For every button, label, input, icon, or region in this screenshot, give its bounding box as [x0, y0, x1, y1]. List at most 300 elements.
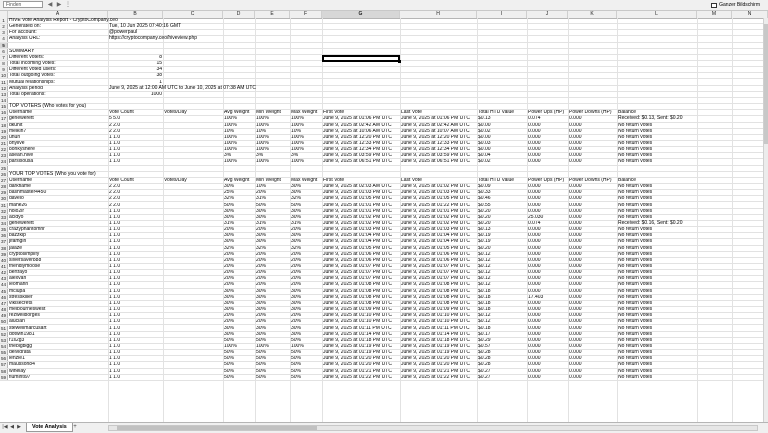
cell[interactable]: $0.20 [478, 214, 491, 220]
cell[interactable]: $0.12 [478, 282, 491, 288]
row-header[interactable]: 59 [0, 374, 7, 380]
cell[interactable]: 20% [256, 264, 267, 269]
row-header[interactable]: 29 [0, 190, 7, 196]
cell[interactable]: 0.000 [569, 294, 582, 300]
cell[interactable]: Received: $0.13, Sent: $0.20 [618, 115, 683, 122]
sheet-tab-vote-analysis[interactable]: Vote Analysis [26, 423, 73, 432]
cell[interactable]: Power Downs (HP) [569, 177, 612, 183]
cell[interactable]: No return votes [618, 288, 653, 294]
row-header[interactable]: 15 [0, 104, 7, 110]
cell[interactable]: 1 1.0 [109, 239, 121, 245]
find-input[interactable]: Finden [3, 1, 43, 8]
cell[interactable]: Power Ups (HP) [528, 110, 565, 116]
cell[interactable]: 100% [224, 141, 237, 146]
cell[interactable]: alucian [9, 319, 25, 325]
cell[interactable]: 0.000 [569, 159, 582, 165]
cell[interactable]: 50% [256, 350, 267, 356]
row-header[interactable]: 26 [0, 171, 7, 177]
cell[interactable]: 0.074 [528, 220, 541, 226]
cell[interactable]: 30% [291, 294, 302, 300]
cell[interactable]: 20% [224, 282, 235, 288]
cell[interactable]: $0.19 [478, 239, 491, 245]
cell[interactable]: 20% [256, 270, 267, 276]
cell[interactable]: No return votes [618, 374, 653, 380]
cell[interactable]: $0.20 [478, 220, 491, 226]
cell[interactable]: June 9, 2025 at 02:42 AM UTC [323, 122, 392, 128]
cell[interactable]: 30% [291, 233, 302, 239]
cell[interactable]: darkflame [9, 184, 31, 190]
cell[interactable]: June 9, 2025 at 12:20 PM UTC [401, 134, 470, 140]
cell[interactable]: 30% [256, 307, 267, 313]
cell[interactable]: 0.000 [528, 331, 541, 337]
cell[interactable]: June 9, 2025 at 01:05 PM UTC [401, 196, 470, 202]
cell[interactable]: 50% [224, 202, 235, 208]
column-header-k[interactable]: K [568, 11, 617, 18]
cell[interactable]: 30% [256, 288, 267, 294]
cell[interactable]: June 9, 2025 at 01:03 PM UTC [401, 227, 470, 233]
cell[interactable]: 0.000 [569, 337, 582, 343]
cell[interactable]: June 9, 2025 at 01:09 PM UTC [323, 307, 392, 313]
cell[interactable]: June 9, 2025 at 01:10 PM UTC [401, 319, 470, 325]
cell[interactable]: 31% [256, 220, 267, 226]
row-header[interactable]: 35 [0, 227, 7, 233]
cell[interactable]: 1 1.0 [109, 362, 121, 368]
cell[interactable]: 100% [224, 116, 237, 122]
next-sheet-icon[interactable]: ▶ [17, 424, 21, 430]
cell[interactable]: 0.000 [569, 282, 582, 288]
cell[interactable]: 1 1.0 [109, 282, 121, 288]
cell[interactable]: June 9, 2025 at 01:19 PM UTC [401, 343, 470, 349]
cell[interactable]: 1 1.0 [109, 153, 121, 159]
cell[interactable]: 30% [256, 214, 267, 220]
cell[interactable]: June 9, 2025 at 01:19 PM UTC [401, 350, 470, 356]
cell[interactable]: $0.13 [478, 227, 491, 233]
column-header-j[interactable]: J [527, 11, 568, 18]
cell[interactable]: $0.12 [478, 270, 491, 276]
column-header-a[interactable]: A [8, 11, 108, 18]
cell[interactable]: June 9, 2025 at 01:06 PM UTC [401, 116, 470, 122]
row-header[interactable]: 45 [0, 288, 7, 294]
cell[interactable]: $0.20 [478, 245, 491, 251]
cell[interactable]: 20% [224, 251, 235, 257]
cell[interactable]: $0.18 [478, 300, 491, 306]
cell[interactable]: No return votes [618, 331, 653, 337]
row-header[interactable]: 58 [0, 368, 7, 374]
row-header[interactable]: 3 [0, 30, 8, 35]
cell[interactable]: 2 2.0 [109, 202, 121, 208]
cell[interactable]: 0.000 [569, 134, 582, 140]
cell[interactable]: $0.02 [478, 128, 491, 134]
cell[interactable]: 20% [256, 319, 267, 325]
cell[interactable]: 30% [291, 300, 302, 306]
cell[interactable]: June 9, 2025 at 01:08 PM UTC [401, 282, 470, 288]
cell[interactable]: 0.000 [569, 116, 582, 122]
selected-cell[interactable] [322, 55, 400, 62]
cell[interactable]: 30% [224, 331, 235, 337]
cell[interactable]: 0.000 [528, 288, 541, 294]
cell[interactable]: 0.000 [569, 239, 582, 245]
row-header[interactable]: 56 [0, 356, 7, 362]
cell[interactable]: 0.000 [569, 313, 582, 319]
cell[interactable]: 30% [256, 233, 267, 239]
cell[interactable]: No return votes [618, 202, 653, 208]
search-next-icon[interactable]: ▶ [56, 2, 62, 8]
cell[interactable]: $0.12 [478, 251, 491, 257]
cell[interactable]: No return votes [618, 227, 653, 233]
row-header[interactable]: 21 [0, 141, 7, 146]
cell[interactable]: 50% [256, 202, 267, 208]
cell[interactable]: 32% [256, 245, 267, 251]
row-header[interactable]: 46 [0, 294, 7, 300]
cell[interactable]: 50% [256, 356, 267, 362]
cell[interactable]: 100% [256, 159, 269, 165]
cell[interactable]: 2 2.0 [109, 190, 121, 196]
cell[interactable]: 20% [291, 251, 302, 257]
cell[interactable]: dotwin1981 [9, 331, 35, 337]
cell[interactable]: June 9, 2025 at 12:33 PM UTC [401, 141, 470, 146]
cell[interactable]: 30% [256, 325, 267, 331]
cell[interactable]: No return votes [618, 368, 653, 374]
cell[interactable]: Vote Count [109, 110, 134, 116]
cell[interactable]: 30% [291, 307, 302, 313]
cell[interactable]: 0.000 [528, 239, 541, 245]
cell[interactable]: acidyo [9, 214, 24, 220]
cell[interactable]: June 9, 2025 at 01:20 PM UTC [323, 362, 392, 368]
cell[interactable]: $0.12 [478, 257, 491, 263]
cell[interactable]: 50% [224, 362, 235, 368]
cell[interactable]: 50% [291, 337, 302, 343]
cell[interactable]: 30% [256, 331, 267, 337]
cell[interactable]: June 9, 2025 at 01:02 PM UTC [323, 214, 392, 220]
cell[interactable]: 10% [291, 128, 302, 134]
cell[interactable]: No return votes [618, 122, 653, 128]
cell[interactable]: June 9, 2025 at 01:01 PM UTC [401, 208, 470, 214]
cell[interactable]: 0.000 [569, 251, 582, 257]
cell[interactable]: 100% [224, 147, 237, 153]
cell[interactable]: dkuhlt [9, 122, 23, 128]
cell[interactable]: June 9, 2025 at 01:10 PM UTC [323, 313, 392, 319]
cell[interactable]: No return votes [618, 319, 653, 325]
cell[interactable]: Total HTU Value [478, 177, 515, 183]
cell[interactable]: 32% [224, 245, 235, 251]
cell[interactable]: 1 1.0 [109, 245, 121, 251]
row-header[interactable]: 11 [0, 80, 8, 85]
cell[interactable]: Last Vote [401, 110, 422, 116]
cell[interactable]: Vote Count [109, 177, 134, 183]
cell[interactable]: 20% [224, 264, 235, 269]
cell[interactable]: June 9, 2025 at 01:01 PM UTC [323, 202, 392, 208]
cell[interactable]: 20% [256, 257, 267, 263]
cell[interactable]: 1 1.0 [109, 300, 121, 306]
cell[interactable]: 0.000 [528, 184, 541, 190]
cell[interactable]: 100% [291, 116, 304, 122]
cell[interactable]: 1 1.0 [109, 220, 121, 226]
cell[interactable]: winelay [9, 368, 26, 374]
cell[interactable]: 0.000 [569, 319, 582, 325]
cell[interactable]: mausson84 [9, 362, 35, 368]
cell[interactable]: Avg Weight [224, 177, 250, 183]
cell[interactable]: 0.000 [528, 356, 541, 362]
cell[interactable]: $0.33 [478, 190, 491, 196]
spreadsheet-grid[interactable] [0, 18, 768, 422]
cell[interactable]: 1 1.0 [109, 337, 121, 343]
cell[interactable]: 0.000 [528, 350, 541, 356]
cell[interactable]: June 9, 2025 at 01:03 PM UTC [323, 227, 392, 233]
cell[interactable]: 30% [224, 233, 235, 239]
cell[interactable]: 0.000 [528, 276, 541, 282]
cell[interactable]: 20% [224, 313, 235, 319]
cell[interactable]: 20% [224, 257, 235, 263]
row-header[interactable]: 55 [0, 350, 7, 356]
cell[interactable]: For account: [9, 30, 37, 36]
horizontal-scrollbar[interactable] [108, 425, 758, 431]
cell[interactable]: 1 1.0 [109, 368, 121, 374]
cell[interactable]: $0.27 [478, 368, 491, 374]
cell[interactable]: 0.000 [569, 122, 582, 128]
row-header[interactable]: 23 [0, 153, 7, 159]
cell[interactable]: June 9, 2025 at 01:10 PM UTC [401, 313, 470, 319]
cell[interactable]: 1 1.0 [109, 313, 121, 319]
column-header-l[interactable]: L [617, 11, 697, 18]
cell[interactable]: 100% [256, 134, 269, 140]
cell[interactable]: 30% [291, 331, 302, 337]
cell[interactable]: bazzkip [9, 233, 26, 239]
cell[interactable]: 10% [224, 128, 235, 134]
cell[interactable]: No return votes [618, 190, 653, 196]
cell[interactable]: unun [9, 134, 21, 140]
cell[interactable]: $0.13 [478, 116, 491, 122]
row-header[interactable]: 38 [0, 245, 7, 251]
cell[interactable]: No return votes [618, 196, 653, 202]
cell[interactable]: 0.000 [528, 337, 541, 343]
cell[interactable]: 1 1.0 [109, 141, 121, 146]
cell[interactable]: vikisecrets [9, 300, 33, 306]
row-header[interactable]: 48 [0, 307, 7, 313]
cell[interactable]: 0.000 [528, 251, 541, 257]
cell[interactable]: r1s2g3 [9, 337, 25, 343]
cell[interactable]: No return votes [618, 208, 653, 214]
cell[interactable]: asean.hive [9, 153, 34, 159]
cell[interactable]: June 9, 2025 at 01:03 PM UTC [323, 190, 392, 196]
cell[interactable]: 50% [291, 368, 302, 374]
cell[interactable]: Analysis period [9, 85, 43, 91]
cell[interactable]: 100% [291, 159, 304, 165]
cell[interactable]: 8onkyshere [9, 147, 35, 153]
cell[interactable]: 31% [224, 220, 235, 226]
cell[interactable]: June 9, 2025 at 01:06 PM UTC [401, 257, 470, 263]
cell[interactable]: 30% [291, 184, 302, 190]
add-sheet-icon[interactable]: + [73, 424, 77, 430]
cell[interactable]: 30% [291, 190, 302, 196]
column-header-g[interactable]: G [322, 11, 400, 18]
cell[interactable]: 25% [224, 190, 235, 196]
cell[interactable]: June 9, 2025 at 01:07 PM UTC [401, 276, 470, 282]
row-header[interactable]: 52 [0, 331, 7, 337]
row-header[interactable]: 28 [0, 184, 7, 190]
cell[interactable]: June 9, 2025 at 01:18 PM UTC [401, 337, 470, 343]
cell[interactable]: 100% [256, 122, 269, 128]
cell[interactable]: 15 [156, 61, 162, 67]
row-header[interactable]: 18 [0, 122, 7, 128]
cell[interactable]: 100% [291, 122, 304, 128]
cell[interactable]: 30% [224, 325, 235, 331]
cell[interactable]: 1 1.0 [109, 251, 121, 257]
row-header[interactable]: 41 [0, 264, 7, 269]
cell[interactable]: 10% [256, 184, 267, 190]
cell[interactable]: 0.000 [528, 307, 541, 313]
cell[interactable]: $0.00 [478, 134, 491, 140]
cell[interactable]: 50% [256, 374, 267, 380]
cell[interactable]: Votes/Day [164, 177, 187, 183]
cell[interactable]: June 9, 2025 at 01:19 PM UTC [323, 350, 392, 356]
cell[interactable]: melkin7 [9, 128, 27, 134]
cell[interactable]: No return votes [618, 307, 653, 313]
cell[interactable]: No return votes [618, 294, 653, 300]
cell[interactable]: 0.000 [528, 153, 541, 159]
cell[interactable]: 25.030 [528, 214, 544, 220]
cell[interactable]: 0.000 [528, 196, 541, 202]
cell[interactable]: June 9, 2025 at 01:18 PM UTC [323, 337, 392, 343]
cell[interactable]: HIVE Vote Analysis Report - CryptoCompany.ceo [9, 18, 118, 23]
cell[interactable]: 100% [291, 134, 304, 140]
column-header-h[interactable]: H [400, 11, 477, 18]
cell[interactable]: 100% [256, 343, 269, 349]
cell[interactable]: 1 1.0 [109, 134, 121, 140]
cell[interactable]: June 9, 2025 at 12:20 PM UTC [323, 134, 392, 140]
cell[interactable]: June 9, 2025 at 01:22 PM UTC [401, 202, 470, 208]
cell[interactable]: 0.074 [528, 116, 541, 122]
cell[interactable]: 30% [256, 208, 267, 214]
row-header[interactable]: 40 [0, 257, 7, 263]
cell[interactable]: 0.000 [569, 300, 582, 306]
cell[interactable]: $0.18 [478, 325, 491, 331]
cell[interactable]: 30% [224, 208, 235, 214]
cell[interactable]: 0.000 [569, 276, 582, 282]
row-header[interactable]: 42 [0, 270, 7, 276]
cell[interactable]: 0.000 [528, 128, 541, 134]
vertical-scrollbar[interactable] [763, 18, 768, 422]
cell[interactable]: Last Vote [401, 177, 422, 183]
cell[interactable]: No return votes [618, 233, 653, 239]
cell[interactable]: June 9, 2025 at 01:07 PM UTC [401, 264, 470, 269]
cell[interactable]: friendlymoose [9, 264, 41, 269]
cell[interactable]: 0.000 [569, 196, 582, 202]
cell[interactable]: 30% [224, 307, 235, 313]
cell[interactable]: 0.000 [569, 190, 582, 196]
cell[interactable]: 100% [291, 147, 304, 153]
cell[interactable] [163, 116, 223, 121]
cell[interactable]: Different voters: [9, 54, 45, 60]
cell[interactable]: 0.000 [528, 190, 541, 196]
row-header[interactable]: 30 [0, 196, 7, 202]
row-header[interactable]: 53 [0, 337, 7, 343]
cell[interactable]: June 9, 2025 at 03:59 PM UTC [323, 153, 392, 159]
cell[interactable]: June 9, 2025 at 01:10 PM UTC [323, 319, 392, 325]
cell[interactable]: $0.46 [478, 196, 491, 202]
cell[interactable]: June 9, 2025 at 01:05 PM UTC [401, 245, 470, 251]
cell[interactable]: $0.18 [478, 288, 491, 294]
cell[interactable]: $0.28 [478, 350, 491, 356]
cell[interactable]: No return votes [618, 325, 653, 331]
cell[interactable]: alexvan [9, 276, 27, 282]
fullscreen-button[interactable] [711, 1, 760, 9]
column-header-m[interactable]: M [697, 11, 732, 18]
row-header[interactable]: 31 [0, 202, 7, 208]
cell[interactable]: June 9, 2025 at 01:02 PM UTC [323, 220, 392, 226]
cell[interactable]: 1 1.0 [109, 374, 121, 380]
cell[interactable]: June 9, 2025 at 01:20 PM UTC [401, 362, 470, 368]
row-header[interactable]: 4 [0, 36, 8, 41]
cell[interactable]: 20% [224, 319, 235, 325]
search-prev-icon[interactable]: ◀ [47, 2, 53, 8]
cell[interactable]: $0.57 [478, 343, 491, 349]
cell[interactable]: 2 2.0 [109, 196, 121, 202]
cell[interactable]: 1 1.0 [109, 233, 121, 239]
cell[interactable]: 0.000 [528, 319, 541, 325]
cell[interactable]: June 9, 2025 at 01:02 PM UTC [401, 214, 470, 220]
cell[interactable]: 20% [256, 282, 267, 288]
cell[interactable]: $0.18 [478, 307, 491, 313]
cell[interactable]: Analysis URL: [9, 36, 41, 42]
cell[interactable]: No return votes [618, 356, 653, 362]
cell[interactable]: 0.000 [569, 356, 582, 362]
cell[interactable]: 30% [291, 208, 302, 214]
cell[interactable]: 1 1.0 [109, 350, 121, 356]
cell[interactable]: 34 [156, 67, 162, 73]
cell[interactable]: 17.403 [528, 294, 544, 300]
cell[interactable]: June 9, 2025 at 01:04 PM UTC [401, 239, 470, 245]
cell[interactable]: 30% [256, 294, 267, 300]
cell[interactable]: 0.000 [528, 245, 541, 251]
cell[interactable]: No return votes [618, 251, 653, 257]
cell[interactable]: 20% [291, 270, 302, 276]
cell[interactable]: silversaver888 [9, 257, 42, 263]
cell[interactable]: Max Weight [291, 177, 318, 183]
cell[interactable]: 0.000 [569, 307, 582, 313]
cell[interactable]: lenzie1 [9, 356, 25, 362]
cell[interactable]: 50% [291, 350, 302, 356]
cell[interactable]: Total incoming votes: [9, 61, 56, 67]
cell[interactable]: 20% [291, 319, 302, 325]
cell[interactable]: June 9, 2025 at 01:08 PM UTC [323, 288, 392, 294]
cell[interactable]: June 9, 2025 at 12:33 PM UTC [323, 141, 392, 146]
cell[interactable]: No return votes [618, 245, 653, 251]
cell[interactable]: thebigbigg [9, 343, 33, 349]
cell[interactable]: 100% [224, 122, 237, 128]
cell[interactable]: leomann [9, 282, 29, 288]
row-header[interactable]: 43 [0, 276, 7, 282]
row-header[interactable]: 12 [0, 85, 7, 91]
cell[interactable]: June 9, 2025 at 01:08 PM UTC [401, 300, 470, 306]
cell[interactable]: 1 1.0 [109, 356, 121, 362]
cell[interactable]: 0.000 [528, 227, 541, 233]
cell[interactable]: 3% [224, 153, 232, 159]
cell[interactable]: 50% [256, 368, 267, 374]
cell[interactable]: https://cryptocompany.ceo/hiveview.php [109, 35, 198, 42]
cell[interactable]: $0.29 [478, 337, 491, 343]
cell[interactable]: 0.000 [569, 331, 582, 337]
cell[interactable]: 0.000 [569, 343, 582, 349]
cell[interactable]: June 9, 2025 at 01:19 PM UTC [323, 343, 392, 349]
cell[interactable]: $0.55 [478, 202, 491, 208]
cell[interactable]: 3% [256, 153, 264, 159]
cell[interactable]: 2 2.0 [109, 122, 121, 128]
cell[interactable]: June 9, 2025 at 01:07 PM UTC [323, 264, 392, 269]
cell[interactable]: June 9, 2025 at 01:08 PM UTC [323, 282, 392, 288]
column-header-f[interactable]: F [290, 11, 322, 18]
cell[interactable]: 20% [291, 276, 302, 282]
row-header[interactable]: 27 [0, 177, 7, 183]
